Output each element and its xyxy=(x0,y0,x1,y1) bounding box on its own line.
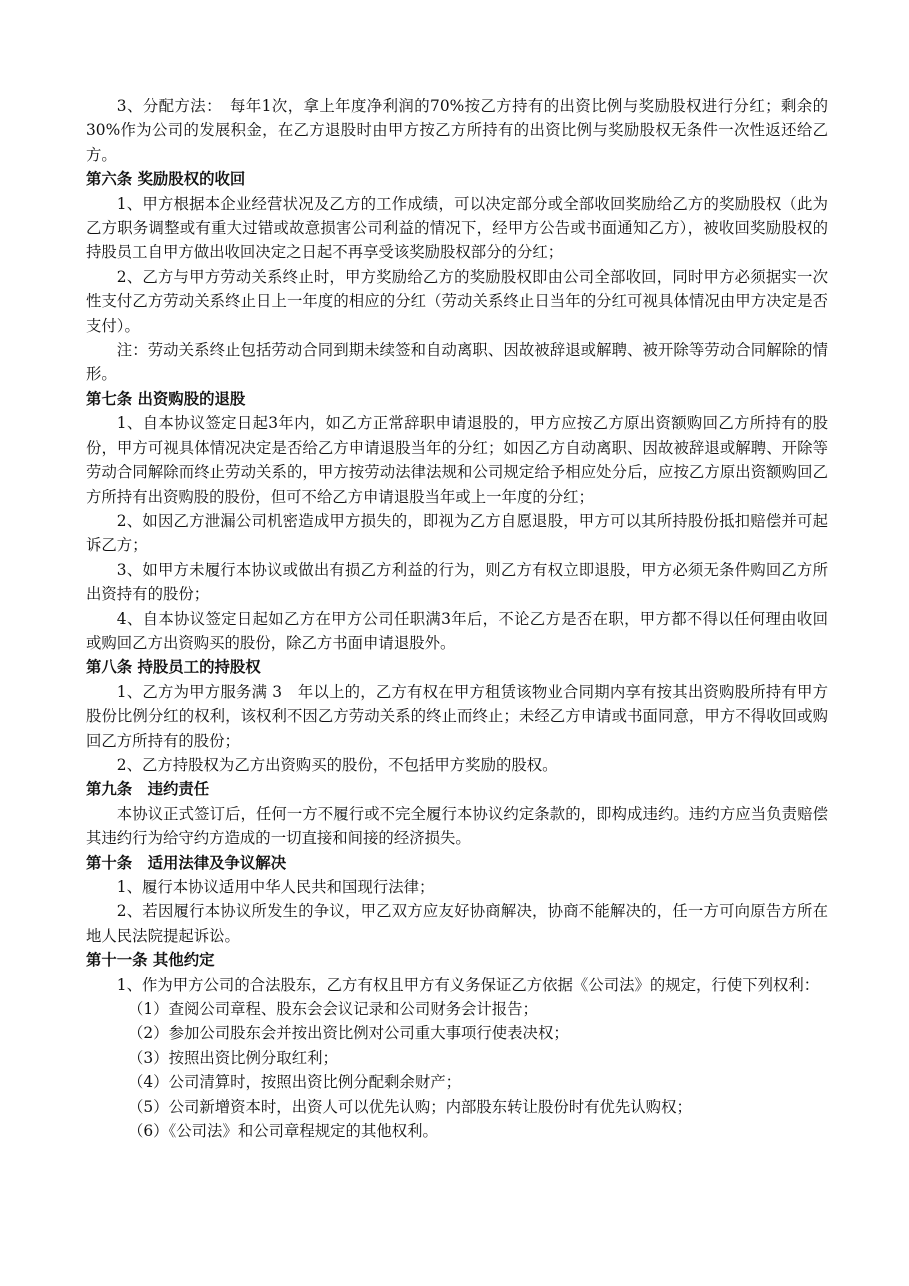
paragraph-6-2: 2、乙方与甲方劳动关系终止时，甲方奖励给乙方的奖励股权即由公司全部收回，同时甲方必须据实一次性支付乙方劳动关系终止日上一年度的相应的分红（劳动关系终止日当年的分红可视具体情况由甲方决定是否支付）。 xyxy=(86,267,828,335)
heading-article-6: 第六条 奖励股权的收回 xyxy=(86,170,246,189)
paragraph-7-2: 2、如因乙方泄漏公司机密造成甲方损失的，即视为乙方自愿退股，甲方可以其所持股份抵扣赔偿并可起诉乙方； xyxy=(86,511,828,555)
list-item-right-1: （1）查阅公司章程、股东会会议记录和公司财务会计报告； xyxy=(128,1000,538,1019)
heading-article-11: 第十一条 其他约定 xyxy=(86,951,215,970)
heading-article-10: 第十条 适用法律及争议解决 xyxy=(86,853,287,872)
heading-article-9: 第九条 违约责任 xyxy=(86,780,210,799)
heading-article-7: 第七条 出资购股的退股 xyxy=(86,389,246,408)
paragraph-9: 本协议正式签订后，任何一方不履行或不完全履行本协议约定条款的，即构成违约。违约方应当负责赔偿其违约行为给守约方造成的一切直接和间接的经济损失。 xyxy=(86,804,828,848)
paragraph-10-1: 1、履行本协议适用中华人民共和国现行法律； xyxy=(116,878,435,896)
list-item-right-2: （2）参加公司股东会并按出资比例对公司重大事项行使表决权； xyxy=(128,1024,569,1043)
paragraph-distribution-method: 3、分配方法： 每年1次，拿上年度净利润的70%按乙方持有的出资比例与奖励股权进行分红；剩余的30%作为公司的发展积金，在乙方退股时由甲方按乙方所持有的出资比例与奖励股权无条件一次性返还给乙方。 xyxy=(86,97,828,164)
paragraph-8-2: 2、乙方持股权为乙方出资购买的股份，不包括甲方奖励的股权。 xyxy=(116,755,558,774)
list-item-right-3: （3）按照出资比例分取红利； xyxy=(128,1048,338,1067)
paragraph-8-1: 1、乙方为甲方服务满 3 年以上的，乙方有权在甲方租赁该物业合同期内享有按其出资购股所持有甲方股份比例分红的权利，该权利不因乙方劳动关系的终止而终止；未经乙方申请或书面同意，甲方不得收回或购回乙方所持有的股份； xyxy=(86,682,828,750)
list-item-right-4: （4）公司清算时，按照出资比例分配剩余财产； xyxy=(128,1073,461,1092)
paragraph-7-3: 3、如甲方未履行本协议或做出有损乙方利益的行为，则乙方有权立即退股，甲方必须无条件购回乙方所出资持有的股份； xyxy=(86,560,828,604)
paragraph-10-2: 2、若因履行本协议所发生的争议，甲乙双方应友好协商解决，协商不能解决的，任一方可向原告方所在地人民法院提起诉讼。 xyxy=(86,902,828,945)
paragraph-7-4: 4、自本协议签定日起如乙方在甲方公司任职满3年后，不论乙方是否在职，甲方都不得以任何理由收回或购回乙方出资购买的股份，除乙方书面申请退股外。 xyxy=(86,609,828,652)
paragraph-6-note: 注：劳动关系终止包括劳动合同到期未续签和自动离职、因故被辞退或解聘、被开除等劳动合同解除的情形。 xyxy=(86,341,828,384)
heading-article-8: 第八条 持股员工的持股权 xyxy=(86,658,261,677)
paragraph-7-1: 1、自本协议签定日起3年内，如乙方正常辞职申请退股的，甲方应按乙方原出资额购回乙方所持有的股份，甲方可视具体情况决定是否给乙方申请退股当年的分红；如因乙方自动离职、因故被辞退或解聘、开除等劳动合同解除而终止劳动关系的，甲方按劳动法律法规和公司规定给予相应处分后，应按乙方原出资额购回乙方所持有出资购股的股份，但可不给乙方申请退股当年或上一年度的分红； xyxy=(86,414,828,506)
list-item-right-5: （5）公司新增资本时，出资人可以优先认购；内部股东转让股份时有优先认购权； xyxy=(128,1097,692,1116)
paragraph-6-1: 1、甲方根据本企业经营状况及乙方的工作成绩，可以决定部分或全部收回奖励给乙方的奖励股权（此为乙方职务调整或有重大过错或故意损害公司利益的情况下，经甲方公告或书面通知乙方），被收回奖励股权的持股员工自甲方做出收回决定之日起不再享受该奖励股权部分的分红； xyxy=(86,194,828,262)
agreement-body xyxy=(86,94,828,1143)
list-item-right-6: （6）《公司法》和公司章程规定的其他权利。 xyxy=(128,1122,438,1141)
paragraph-11-1: 1、作为甲方公司的合法股东，乙方有权且甲方有义务保证乙方依据《公司法》的规定，行使下列权利： xyxy=(116,975,820,994)
